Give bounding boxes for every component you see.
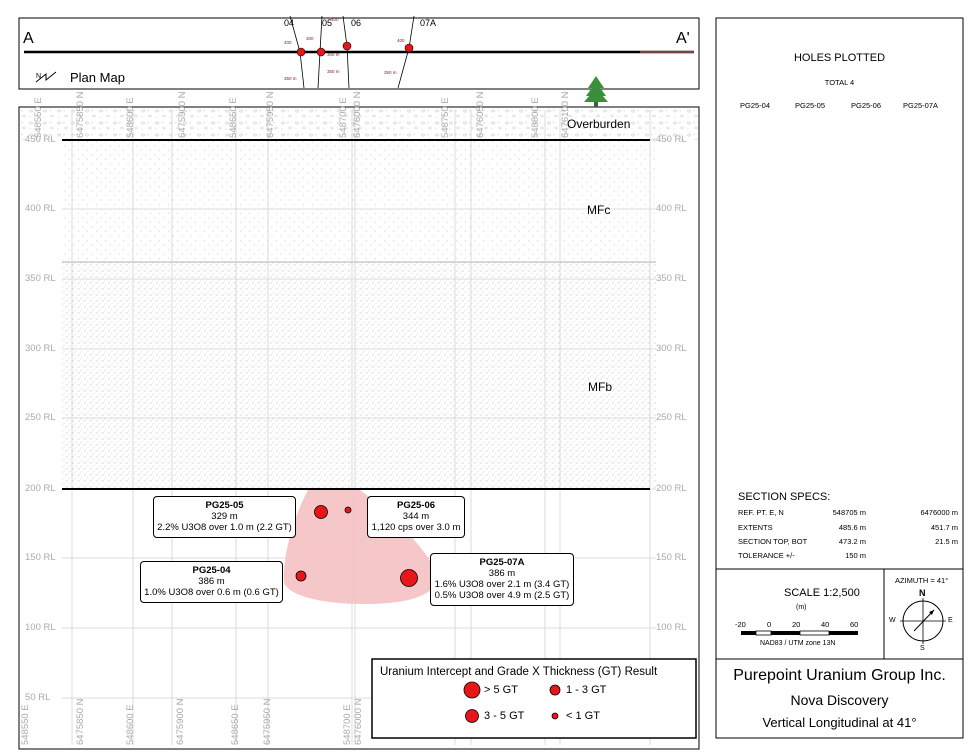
callout-depth: 386 m xyxy=(198,576,225,587)
grid-label-bottom: 6475900 N xyxy=(175,698,186,745)
callout-pg25-07a[interactable] xyxy=(430,553,574,606)
plan-depth-label: 400 xyxy=(397,38,405,43)
specs-value: 6476000 m xyxy=(920,508,958,517)
callout-result: 0.5% U3O8 over 4.9 m (2.5 GT) xyxy=(434,590,570,601)
compass-s: S xyxy=(920,645,925,652)
holes-plotted-item: PG25-04 xyxy=(740,101,771,110)
plan-hole-06: 06 xyxy=(351,18,362,28)
grid-label-bottom: 548550 E xyxy=(20,704,31,745)
legend-item-1-3: 1 - 3 GT xyxy=(566,684,607,696)
plan-map-label: Plan Map xyxy=(70,70,125,85)
legend-symbol-gt-1-3 xyxy=(550,685,560,695)
holes-plotted-item: PG25-05 xyxy=(795,101,826,110)
holes-plotted-title: HOLES PLOTTED xyxy=(793,52,886,64)
callout-result: 1,120 cps over 3.0 m xyxy=(371,522,461,533)
scale-tick: 0 xyxy=(767,620,772,629)
specs-value: 451.7 m xyxy=(930,523,958,532)
project-name: Nova Discovery xyxy=(790,692,889,708)
specs-value: 473.2 m xyxy=(838,537,866,546)
intercept-pg25-07a[interactable] xyxy=(401,570,418,587)
section-specs-title: SECTION SPECS: xyxy=(738,491,831,503)
scale-tick: 20 xyxy=(792,620,801,629)
scale-bar xyxy=(741,631,858,635)
callout-hole-id: PG25-07A xyxy=(479,557,525,568)
intercept-pg25-05[interactable] xyxy=(315,506,328,519)
specs-row xyxy=(738,523,958,533)
specs-row xyxy=(738,537,958,547)
unit-label-mfb: MFb xyxy=(588,380,612,394)
grid-label-top: 548750 E xyxy=(440,97,451,138)
grid-label-bottom: 6475850 N xyxy=(75,698,86,745)
legend-symbol-gt-lt1 xyxy=(552,713,558,719)
legend-symbol-gt-gt5 xyxy=(464,682,480,698)
holes-plotted-total: TOTAL 4 xyxy=(824,78,855,87)
specs-value: 485.6 m xyxy=(838,523,866,532)
plan-map-end-left: A xyxy=(23,30,34,47)
rl-label-right: 300 RL xyxy=(656,343,687,354)
rl-label-right: 100 RL xyxy=(656,622,687,633)
rl-label-right: 400 RL xyxy=(656,203,687,214)
plan-depth-label: 400 xyxy=(284,40,292,45)
rl-label-right: 450 RL xyxy=(656,134,687,145)
specs-label: SECTION TOP, BOT xyxy=(738,537,808,546)
grid-label-top: 6475850 N xyxy=(75,91,86,138)
grid-label-top: 548700 E xyxy=(338,97,349,138)
plan-hole-07a: 07A xyxy=(420,18,437,28)
rl-label-left: 400 RL xyxy=(25,203,56,214)
rl-label-left: 350 RL xyxy=(25,273,56,284)
grid-label-top: 548550 E xyxy=(33,97,44,138)
plan-map-end-right: A' xyxy=(676,30,690,47)
legend-item-lt1: < 1 GT xyxy=(566,710,600,722)
callout-depth: 386 m xyxy=(488,568,516,579)
view-name: Vertical Longitudinal at 41° xyxy=(762,715,917,730)
plan-depth-label: 300 m xyxy=(327,52,340,57)
callout-pg25-06[interactable] xyxy=(367,496,465,538)
specs-label: EXTENTS xyxy=(738,523,773,532)
legend-item-gt5: > 5 GT xyxy=(484,684,518,696)
grid-label-top: 548650 E xyxy=(228,97,239,138)
plan-depth-label: 350 m xyxy=(384,70,397,75)
plan-depth-label: 350 m xyxy=(284,76,297,81)
rl-label-right: 150 RL xyxy=(656,552,687,563)
rl-label-right: 200 RL xyxy=(656,483,687,494)
grid-label-bottom: 6475950 N xyxy=(262,698,273,745)
grid-label-bottom: 548700 E xyxy=(342,704,353,745)
scale-tick: -20 xyxy=(735,620,746,629)
scale-unit: (m) xyxy=(796,604,807,611)
scale-tick: 40 xyxy=(821,620,830,629)
callout-hole-id: PG25-05 xyxy=(205,500,244,511)
holes-plotted-item: PG25-06 xyxy=(851,101,882,110)
callout-hole-id: PG25-06 xyxy=(396,500,436,511)
specs-row xyxy=(738,551,958,561)
specs-value: 548705 m xyxy=(832,508,866,517)
legend-symbol-gt-3-5 xyxy=(466,710,479,723)
holes-plotted-item: PG25-07A xyxy=(903,101,939,110)
rl-label-right: 350 RL xyxy=(656,273,687,284)
specs-row xyxy=(738,508,958,518)
mfb-unit xyxy=(62,262,656,489)
specs-label: TOLERANCE +/- xyxy=(738,551,795,560)
callout-result: 1.0% U3O8 over 0.6 m (0.6 GT) xyxy=(144,587,279,598)
legend-title: Uranium Intercept and Grade X Thickness (GT) Result xyxy=(380,666,658,678)
callout-depth: 329 m xyxy=(211,511,238,522)
unit-label-mfc: MFc xyxy=(587,203,611,217)
grid-label-top: 6475900 N xyxy=(177,91,188,138)
mfc-unit xyxy=(62,141,656,262)
scale-tick: 60 xyxy=(850,620,859,629)
callout-result: 1.6% U3O8 over 2.1 m (3.4 GT) xyxy=(434,579,570,590)
grid-label-bottom: 548650 E xyxy=(230,704,241,745)
callout-hole-id: PG25-04 xyxy=(192,565,231,576)
rl-label-right: 250 RL xyxy=(656,412,687,423)
rl-label-left: 450 RL xyxy=(25,134,56,145)
grid-label-top: 6476100 N xyxy=(560,91,571,138)
grid-label-bottom: 548600 E xyxy=(125,704,136,745)
rl-label-left: 50 RL xyxy=(25,692,51,703)
rl-label-left: 150 RL xyxy=(25,552,56,563)
rl-label-left: 100 RL xyxy=(25,622,56,633)
overburden-label: Overburden xyxy=(567,117,631,131)
grid-label-top: 6476000 N xyxy=(352,91,363,138)
rl-label-left: 300 RL xyxy=(25,343,56,354)
grid-label-top: 6476050 N xyxy=(475,91,486,138)
azimuth-label: AZIMUTH = 41° xyxy=(895,576,949,585)
plan-hole-04: 04 xyxy=(284,18,295,28)
compass-n: N xyxy=(919,588,926,598)
info-panel xyxy=(716,18,963,738)
plan-hole-05: 05 xyxy=(322,18,333,28)
intercept-pg25-06[interactable] xyxy=(345,507,351,513)
rl-label-left: 250 RL xyxy=(25,412,56,423)
plan-depth-label: 350 m xyxy=(327,69,340,74)
grid-label-top: 548600 E xyxy=(125,97,136,138)
scale-title: SCALE 1:2,500 xyxy=(784,587,860,599)
grid-label-top: 548800 E xyxy=(530,97,541,138)
specs-value: 150 m xyxy=(845,551,866,560)
callout-pg25-04[interactable] xyxy=(140,561,283,603)
scale-datum: NAD83 / UTM zone 13N xyxy=(760,640,836,647)
callout-depth: 344 m xyxy=(402,511,430,522)
company-name: Purepoint Uranium Group Inc. xyxy=(733,667,946,684)
plan-depth-label: 300 xyxy=(306,36,314,41)
callout-pg25-05[interactable] xyxy=(153,496,296,538)
compass-e: E xyxy=(948,617,953,624)
plan-map-north-label: N xyxy=(36,73,42,80)
grid-label-bottom: 6476000 N xyxy=(353,698,364,745)
specs-value: 21.5 m xyxy=(935,537,958,546)
legend-item-3-5: 3 - 5 GT xyxy=(484,710,525,722)
specs-label: REF. PT. E, N xyxy=(738,508,784,517)
grid-label-top: 6475950 N xyxy=(265,91,276,138)
plan-depth-label: 400 xyxy=(331,17,339,22)
intercept-pg25-04[interactable] xyxy=(296,571,306,581)
compass-w: W xyxy=(889,617,896,624)
rl-label-left: 200 RL xyxy=(25,483,56,494)
callout-result: 2.2% U3O8 over 1.0 m (2.2 GT) xyxy=(157,522,292,533)
